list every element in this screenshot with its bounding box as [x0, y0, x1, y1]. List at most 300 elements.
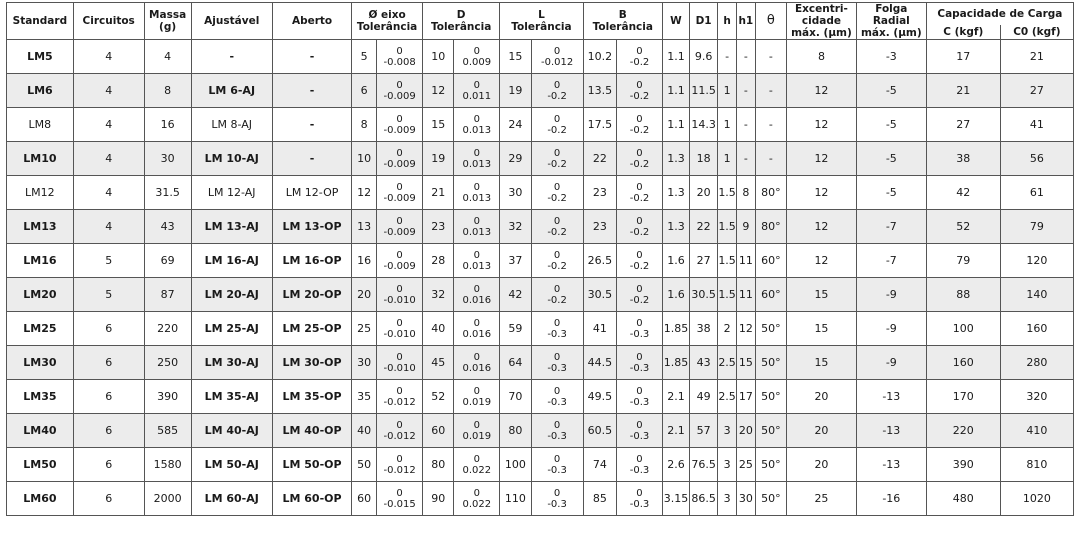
cell-l-tolerancia-lower: -0.3 — [547, 498, 567, 510]
cell-folga-radial: -5 — [856, 142, 926, 176]
cell-d-tolerancia-upper: 0 — [473, 45, 480, 57]
cell-b-tolerancia — [617, 278, 663, 312]
cell-aberto: - — [272, 40, 351, 74]
cell-c0: 160 — [1000, 312, 1073, 346]
table-row — [7, 210, 1074, 244]
cell-l: 110 — [500, 482, 531, 516]
cell-w: 2.6 — [662, 448, 689, 482]
cell-l-tolerancia — [531, 40, 583, 74]
cell-c: 480 — [926, 482, 1000, 516]
cell-c: 160 — [926, 346, 1000, 380]
cell-d-tolerancia — [454, 244, 500, 278]
cell-circuitos: 6 — [73, 414, 144, 448]
cell-d-tolerancia-lower: 0.013 — [462, 158, 492, 170]
cell-d-tolerancia-upper: 0 — [473, 317, 480, 329]
cell-d-tolerancia — [454, 414, 500, 448]
cell-excentricidade: 12 — [787, 74, 857, 108]
cell-b-tolerancia-lower: -0.3 — [629, 464, 650, 476]
cell-h: 1 — [718, 74, 737, 108]
cell-eixo-tolerancia-lower: -0.010 — [383, 362, 416, 374]
cell-d: 10 — [423, 40, 454, 74]
table-row — [7, 448, 1074, 482]
cell-circuitos: 6 — [73, 312, 144, 346]
cell-ajustavel: LM 6-AJ — [191, 74, 272, 108]
cell-c0: 120 — [1000, 244, 1073, 278]
col-c0: C0 (kgf) — [1000, 25, 1073, 40]
cell-l-tolerancia — [531, 414, 583, 448]
cell-h1: - — [736, 108, 755, 142]
cell-l-tolerancia-upper: 0 — [553, 283, 561, 295]
cell-theta: 60° — [755, 244, 786, 278]
cell-l: 42 — [500, 278, 531, 312]
cell-excentricidade: 15 — [787, 312, 857, 346]
cell-w: 1.6 — [662, 278, 689, 312]
cell-theta: 50° — [755, 346, 786, 380]
cell-folga-radial: -3 — [856, 40, 926, 74]
cell-massa: 16 — [144, 108, 191, 142]
cell-w: 3.15 — [662, 482, 689, 516]
table-row — [7, 278, 1074, 312]
cell-b: 49.5 — [583, 380, 616, 414]
cell-d-tolerancia-lower: 0.016 — [462, 294, 492, 306]
cell-folga-radial: -5 — [856, 108, 926, 142]
cell-b: 44.5 — [583, 346, 616, 380]
cell-b: 23 — [583, 210, 616, 244]
cell-l: 70 — [500, 380, 531, 414]
cell-d: 15 — [423, 108, 454, 142]
cell-c: 38 — [926, 142, 1000, 176]
cell-d1: 38 — [690, 312, 718, 346]
cell-d-tolerancia — [454, 482, 500, 516]
cell-eixo-tolerancia-upper: 0 — [396, 249, 403, 261]
cell-ajustavel: LM 60-AJ — [191, 482, 272, 516]
cell-standard: LM12 — [7, 176, 74, 210]
cell-b-tolerancia-lower: -0.3 — [629, 328, 650, 340]
cell-l-tolerancia — [531, 74, 583, 108]
cell-d1: 9.6 — [690, 40, 718, 74]
cell-c0: 280 — [1000, 346, 1073, 380]
cell-eixo-tolerancia-lower: -0.009 — [383, 226, 416, 238]
cell-l-tolerancia — [531, 210, 583, 244]
cell-eixo: 16 — [352, 244, 377, 278]
cell-eixo-tolerancia-lower: -0.009 — [383, 90, 416, 102]
cell-aberto: LM 12-OP — [272, 176, 351, 210]
cell-d: 21 — [423, 176, 454, 210]
cell-ajustavel: LM 30-AJ — [191, 346, 272, 380]
col-d: D Tolerância — [423, 3, 500, 40]
cell-eixo: 40 — [352, 414, 377, 448]
cell-b-tolerancia — [617, 482, 663, 516]
col-c: C (kgf) — [926, 25, 1000, 40]
cell-l-tolerancia-upper: 0 — [553, 317, 561, 329]
cell-excentricidade: 25 — [787, 482, 857, 516]
cell-aberto: LM 40-OP — [272, 414, 351, 448]
cell-l: 37 — [500, 244, 531, 278]
cell-b-tolerancia-lower: -0.2 — [629, 192, 650, 204]
cell-standard: LM13 — [7, 210, 74, 244]
cell-eixo-tolerancia-upper: 0 — [396, 419, 403, 431]
cell-b-tolerancia — [617, 448, 663, 482]
cell-eixo-tolerancia — [377, 210, 423, 244]
cell-b-tolerancia-upper: 0 — [636, 249, 643, 261]
cell-l-tolerancia-upper: 0 — [553, 385, 561, 397]
cell-theta: 50° — [755, 414, 786, 448]
cell-eixo: 20 — [352, 278, 377, 312]
cell-d-tolerancia-upper: 0 — [473, 181, 480, 193]
cell-massa: 390 — [144, 380, 191, 414]
cell-eixo-tolerancia-lower: -0.012 — [383, 396, 416, 408]
cell-d1: 43 — [690, 346, 718, 380]
cell-b-tolerancia — [617, 176, 663, 210]
cell-l: 32 — [500, 210, 531, 244]
cell-h: 1.5 — [718, 278, 737, 312]
cell-d-tolerancia-upper: 0 — [473, 79, 480, 91]
cell-w: 1.6 — [662, 244, 689, 278]
cell-ajustavel: - — [191, 40, 272, 74]
cell-l: 30 — [500, 176, 531, 210]
cell-h: 1 — [718, 108, 737, 142]
cell-theta: 50° — [755, 448, 786, 482]
cell-c: 390 — [926, 448, 1000, 482]
col-ajustavel: Ajustável — [191, 3, 272, 40]
cell-h1: 20 — [736, 414, 755, 448]
cell-circuitos: 4 — [73, 108, 144, 142]
cell-b-tolerancia — [617, 142, 663, 176]
cell-w: 1.85 — [662, 312, 689, 346]
cell-b-tolerancia-lower: -0.2 — [629, 158, 650, 170]
cell-standard: LM40 — [7, 414, 74, 448]
cell-d-tolerancia-lower: 0.022 — [462, 498, 492, 510]
cell-d: 60 — [423, 414, 454, 448]
cell-theta: 60° — [755, 278, 786, 312]
cell-ajustavel: LM 13-AJ — [191, 210, 272, 244]
cell-folga-radial: -16 — [856, 482, 926, 516]
cell-b-tolerancia-upper: 0 — [636, 79, 643, 91]
cell-d-tolerancia-upper: 0 — [473, 453, 480, 465]
cell-eixo: 30 — [352, 346, 377, 380]
cell-d1: 49 — [690, 380, 718, 414]
cell-b-tolerancia-lower: -0.2 — [629, 124, 650, 136]
cell-c0: 320 — [1000, 380, 1073, 414]
cell-circuitos: 6 — [73, 448, 144, 482]
cell-l-tolerancia-upper: 0 — [553, 351, 561, 363]
cell-l-tolerancia — [531, 312, 583, 346]
cell-ajustavel: LM 35-AJ — [191, 380, 272, 414]
cell-aberto: - — [272, 108, 351, 142]
cell-l-tolerancia-upper: 0 — [553, 215, 561, 227]
cell-excentricidade: 12 — [787, 244, 857, 278]
cell-b: 10.2 — [583, 40, 616, 74]
cell-b-tolerancia-upper: 0 — [636, 147, 643, 159]
cell-h: 1.5 — [718, 244, 737, 278]
cell-b-tolerancia-lower: -0.3 — [629, 430, 650, 442]
cell-excentricidade: 15 — [787, 346, 857, 380]
cell-d-tolerancia-lower: 0.019 — [462, 430, 492, 442]
cell-folga-radial: -5 — [856, 176, 926, 210]
cell-l-tolerancia — [531, 448, 583, 482]
cell-d: 28 — [423, 244, 454, 278]
cell-h1: - — [736, 74, 755, 108]
cell-l-tolerancia-lower: -0.3 — [547, 430, 567, 442]
cell-eixo-tolerancia — [377, 346, 423, 380]
cell-l-tolerancia — [531, 244, 583, 278]
cell-l-tolerancia-upper: 0 — [553, 181, 561, 193]
col-excentricidade: Excentri- cidade máx. (μm) — [787, 3, 857, 40]
cell-theta: - — [755, 142, 786, 176]
cell-eixo-tolerancia — [377, 108, 423, 142]
cell-b-tolerancia-lower: -0.2 — [629, 56, 650, 68]
cell-l-tolerancia — [531, 176, 583, 210]
cell-eixo: 6 — [352, 74, 377, 108]
cell-b: 23 — [583, 176, 616, 210]
cell-l-tolerancia-lower: -0.2 — [547, 260, 567, 272]
cell-eixo-tolerancia-lower: -0.010 — [383, 294, 416, 306]
spec-table-wrapper — [6, 2, 1074, 516]
cell-d1: 57 — [690, 414, 718, 448]
cell-ajustavel: LM 50-AJ — [191, 448, 272, 482]
cell-l: 19 — [500, 74, 531, 108]
cell-l-tolerancia-upper: 0 — [553, 113, 561, 125]
table-row — [7, 142, 1074, 176]
cell-l-tolerancia-lower: -0.2 — [547, 124, 567, 136]
cell-aberto: LM 50-OP — [272, 448, 351, 482]
cell-d-tolerancia — [454, 40, 500, 74]
cell-eixo-tolerancia-lower: -0.009 — [383, 260, 416, 272]
cell-c: 27 — [926, 108, 1000, 142]
cell-d-tolerancia-upper: 0 — [473, 351, 480, 363]
cell-folga-radial: -13 — [856, 380, 926, 414]
cell-aberto: LM 20-OP — [272, 278, 351, 312]
cell-massa: 2000 — [144, 482, 191, 516]
cell-d-tolerancia-lower: 0.013 — [462, 124, 492, 136]
col-h1: h1 — [736, 3, 755, 40]
cell-h: 1.5 — [718, 210, 737, 244]
cell-d1: 22 — [690, 210, 718, 244]
cell-eixo-tolerancia-lower: -0.009 — [383, 124, 416, 136]
cell-l-tolerancia — [531, 108, 583, 142]
cell-eixo-tolerancia-lower: -0.008 — [383, 56, 416, 68]
col-w: W — [662, 3, 689, 40]
col-h: h — [718, 3, 737, 40]
cell-d1: 86.5 — [690, 482, 718, 516]
cell-eixo-tolerancia-upper: 0 — [396, 453, 403, 465]
cell-l-tolerancia — [531, 142, 583, 176]
col-folga-radial: Folga Radial máx. (μm) — [856, 3, 926, 40]
cell-b: 17.5 — [583, 108, 616, 142]
cell-c0: 810 — [1000, 448, 1073, 482]
cell-l-tolerancia-lower: -0.3 — [547, 464, 567, 476]
cell-standard: LM30 — [7, 346, 74, 380]
cell-b-tolerancia-lower: -0.2 — [629, 260, 650, 272]
cell-folga-radial: -13 — [856, 448, 926, 482]
cell-folga-radial: -7 — [856, 210, 926, 244]
cell-c: 79 — [926, 244, 1000, 278]
cell-w: 2.1 — [662, 380, 689, 414]
cell-c0: 79 — [1000, 210, 1073, 244]
cell-b-tolerancia-upper: 0 — [636, 113, 643, 125]
cell-l-tolerancia — [531, 380, 583, 414]
cell-standard: LM20 — [7, 278, 74, 312]
cell-l: 100 — [500, 448, 531, 482]
cell-d1: 27 — [690, 244, 718, 278]
table-row — [7, 346, 1074, 380]
cell-h1: 9 — [736, 210, 755, 244]
cell-h1: 11 — [736, 278, 755, 312]
cell-l: 24 — [500, 108, 531, 142]
cell-theta: - — [755, 108, 786, 142]
col-l: L Tolerância — [500, 3, 583, 40]
cell-l-tolerancia-lower: -0.2 — [547, 158, 567, 170]
cell-circuitos: 4 — [73, 74, 144, 108]
cell-d-tolerancia-lower: 0.019 — [462, 396, 492, 408]
cell-eixo-tolerancia-upper: 0 — [396, 181, 403, 193]
cell-folga-radial: -7 — [856, 244, 926, 278]
cell-b: 60.5 — [583, 414, 616, 448]
cell-d1: 76.5 — [690, 448, 718, 482]
table-row — [7, 40, 1074, 74]
cell-ajustavel: LM 16-AJ — [191, 244, 272, 278]
cell-eixo: 5 — [352, 40, 377, 74]
cell-h: 3 — [718, 448, 737, 482]
cell-d1: 30.5 — [690, 278, 718, 312]
cell-c: 170 — [926, 380, 1000, 414]
cell-folga-radial: -9 — [856, 278, 926, 312]
cell-b-tolerancia-upper: 0 — [636, 45, 643, 57]
cell-d: 52 — [423, 380, 454, 414]
cell-eixo-tolerancia-lower: -0.012 — [383, 464, 416, 476]
cell-l-tolerancia-upper: 0 — [553, 453, 561, 465]
cell-eixo-tolerancia-lower: -0.012 — [383, 430, 416, 442]
cell-eixo: 8 — [352, 108, 377, 142]
cell-eixo-tolerancia-upper: 0 — [396, 215, 403, 227]
cell-eixo-tolerancia-lower: -0.010 — [383, 328, 416, 340]
cell-b-tolerancia-upper: 0 — [636, 487, 643, 499]
cell-w: 1.85 — [662, 346, 689, 380]
cell-theta: - — [755, 74, 786, 108]
cell-h: 2.5 — [718, 380, 737, 414]
cell-d: 23 — [423, 210, 454, 244]
cell-l-tolerancia-upper: 0 — [553, 147, 561, 159]
cell-b-tolerancia — [617, 40, 663, 74]
cell-l-tolerancia-lower: -0.012 — [540, 56, 574, 68]
cell-excentricidade: 15 — [787, 278, 857, 312]
cell-h: 1.5 — [718, 176, 737, 210]
cell-folga-radial: -9 — [856, 312, 926, 346]
cell-d-tolerancia — [454, 380, 500, 414]
cell-eixo-tolerancia-upper: 0 — [396, 147, 403, 159]
cell-d-tolerancia-lower: 0.016 — [462, 362, 492, 374]
cell-h: 2 — [718, 312, 737, 346]
cell-d-tolerancia — [454, 346, 500, 380]
table-row — [7, 414, 1074, 448]
cell-aberto: LM 13-OP — [272, 210, 351, 244]
cell-eixo-tolerancia — [377, 74, 423, 108]
table-header — [7, 3, 1074, 40]
col-massa: Massa (g) — [144, 3, 191, 40]
cell-b-tolerancia — [617, 414, 663, 448]
cell-b-tolerancia-upper: 0 — [636, 351, 643, 363]
cell-h1: 15 — [736, 346, 755, 380]
cell-d: 45 — [423, 346, 454, 380]
cell-eixo-tolerancia-upper: 0 — [396, 283, 403, 295]
cell-d-tolerancia-lower: 0.009 — [462, 56, 492, 68]
cell-l-tolerancia-lower: -0.3 — [547, 328, 567, 340]
cell-circuitos: 5 — [73, 244, 144, 278]
cell-c: 52 — [926, 210, 1000, 244]
cell-w: 2.1 — [662, 414, 689, 448]
cell-d: 19 — [423, 142, 454, 176]
cell-ajustavel: LM 12-AJ — [191, 176, 272, 210]
cell-d1: 14.3 — [690, 108, 718, 142]
cell-h1: 8 — [736, 176, 755, 210]
cell-massa: 250 — [144, 346, 191, 380]
cell-b: 74 — [583, 448, 616, 482]
cell-aberto: - — [272, 142, 351, 176]
cell-d-tolerancia-upper: 0 — [473, 283, 480, 295]
cell-d-tolerancia-lower: 0.013 — [462, 260, 492, 272]
cell-d-tolerancia — [454, 74, 500, 108]
cell-standard: LM25 — [7, 312, 74, 346]
cell-c0: 140 — [1000, 278, 1073, 312]
cell-l-tolerancia-lower: -0.2 — [547, 294, 567, 306]
cell-b-tolerancia — [617, 74, 663, 108]
cell-circuitos: 4 — [73, 40, 144, 74]
cell-d: 32 — [423, 278, 454, 312]
cell-standard: LM8 — [7, 108, 74, 142]
cell-b-tolerancia-upper: 0 — [636, 419, 643, 431]
cell-b-tolerancia-lower: -0.2 — [629, 226, 650, 238]
cell-eixo: 25 — [352, 312, 377, 346]
cell-l-tolerancia-upper: 0 — [553, 79, 561, 91]
table-row — [7, 74, 1074, 108]
cell-massa: 43 — [144, 210, 191, 244]
cell-standard: LM60 — [7, 482, 74, 516]
cell-massa: 30 — [144, 142, 191, 176]
cell-standard: LM16 — [7, 244, 74, 278]
cell-b: 22 — [583, 142, 616, 176]
cell-folga-radial: -13 — [856, 414, 926, 448]
cell-b: 13.5 — [583, 74, 616, 108]
cell-c0: 410 — [1000, 414, 1073, 448]
cell-folga-radial: -9 — [856, 346, 926, 380]
cell-b-tolerancia-upper: 0 — [636, 181, 643, 193]
cell-b-tolerancia-lower: -0.3 — [629, 362, 650, 374]
cell-eixo-tolerancia — [377, 414, 423, 448]
table-row — [7, 244, 1074, 278]
cell-h: 3 — [718, 414, 737, 448]
table-row — [7, 482, 1074, 516]
table-body — [7, 40, 1074, 516]
cell-eixo-tolerancia — [377, 176, 423, 210]
cell-d-tolerancia — [454, 312, 500, 346]
cell-c0: 1020 — [1000, 482, 1073, 516]
cell-b-tolerancia-lower: -0.2 — [629, 90, 650, 102]
table-row — [7, 380, 1074, 414]
cell-excentricidade: 12 — [787, 142, 857, 176]
cell-d-tolerancia-upper: 0 — [473, 487, 480, 499]
col-aberto: Aberto — [272, 3, 351, 40]
cell-b-tolerancia-upper: 0 — [636, 317, 643, 329]
cell-l: 29 — [500, 142, 531, 176]
cell-d-tolerancia-upper: 0 — [473, 113, 480, 125]
cell-d-tolerancia — [454, 142, 500, 176]
cell-h: - — [718, 40, 737, 74]
cell-h: 2.5 — [718, 346, 737, 380]
cell-eixo-tolerancia-lower: -0.015 — [383, 498, 416, 510]
cell-b: 41 — [583, 312, 616, 346]
cell-h: 1 — [718, 142, 737, 176]
cell-l-tolerancia-upper: 0 — [553, 419, 561, 431]
